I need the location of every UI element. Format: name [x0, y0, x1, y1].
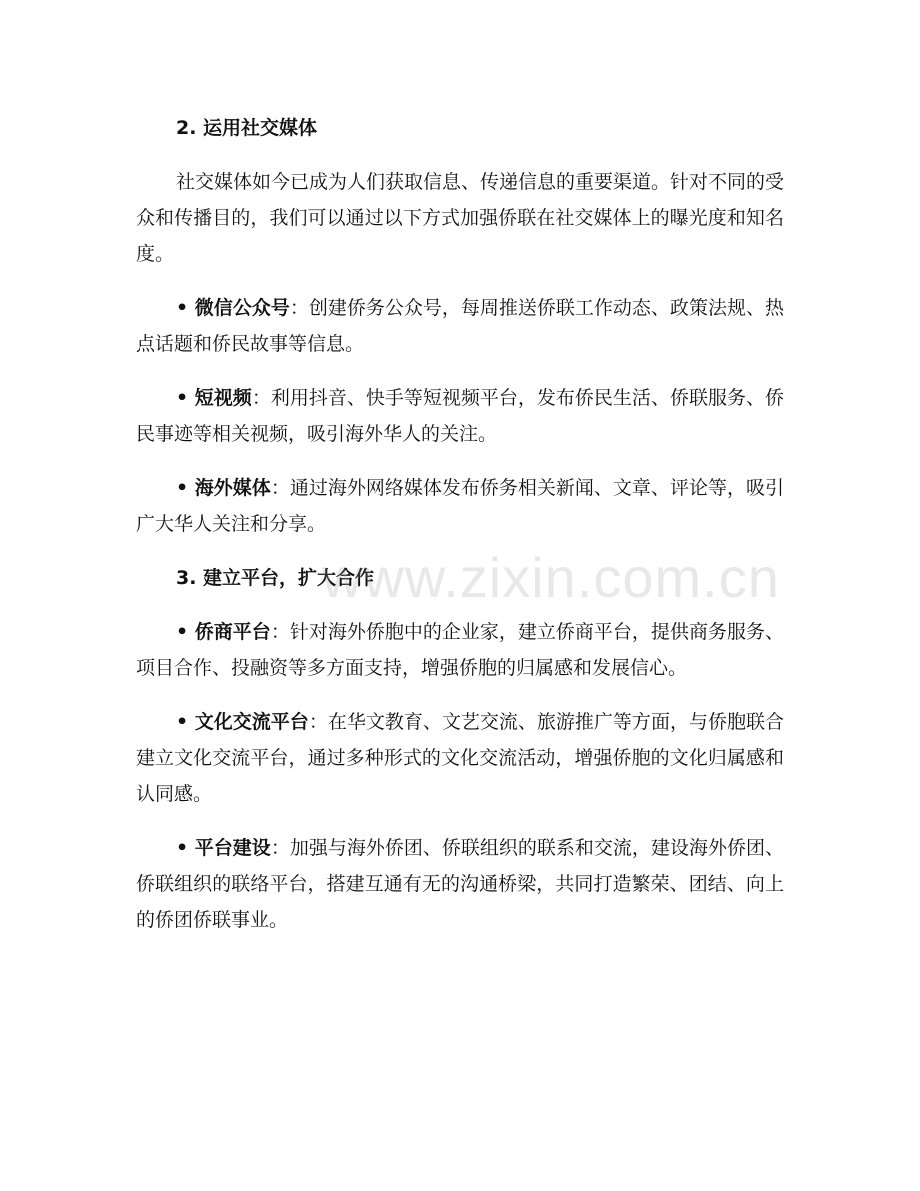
item-term: 平台建设 — [194, 837, 271, 859]
bullet-icon: • — [176, 711, 189, 733]
bullet-icon: • — [176, 477, 189, 499]
section-2-heading: 2. 运用社交媒体 — [176, 117, 318, 139]
item-term: 短视频 — [194, 387, 252, 409]
list-item-platform-building — [136, 830, 784, 938]
list-item-short-video — [136, 380, 784, 452]
item-text: ：创建侨务公众号，每周推送侨联工作动态、政策法规、热点话题和侨民故事等信息。 — [136, 297, 784, 355]
section-3-heading: 3. 建立平台，扩大合作 — [176, 567, 375, 589]
item-term: 文化交流平台 — [194, 711, 309, 733]
item-text: ：利用抖音、快手等短视频平台，发布侨民生活、侨联服务、侨民事迹等相关视频，吸引海外华人的关注。 — [136, 387, 784, 445]
item-text: ：针对海外侨胞中的企业家，建立侨商平台，提供商务服务、项目合作、投融资等多方面支持，增强侨胞的归属感和发展信心。 — [136, 621, 784, 679]
list-item-wechat — [136, 290, 784, 362]
item-term: 微信公众号 — [194, 297, 290, 319]
item-text: ：通过海外网络媒体发布侨务相关新闻、文章、评论等，吸引广大华人关注和分享。 — [136, 477, 784, 535]
item-text: ：加强与海外侨团、侨联组织的联系和交流，建设海外侨团、侨联组织的联络平台，搭建互通有无的沟通桥梁，共同打造繁荣、团结、向上的侨团侨联事业。 — [136, 837, 784, 931]
list-item-overseas-media — [136, 470, 784, 542]
list-item-business-platform — [136, 614, 784, 686]
bullet-icon: • — [176, 837, 189, 859]
document-page — [136, 110, 784, 956]
list-item-culture-platform — [136, 704, 784, 812]
section-2-intro: 社交媒体如今已成为人们获取信息、传递信息的重要渠道。针对不同的受众和传播目的，我们可以通过以下方式加强侨联在社交媒体上的曝光度和知名度。 — [136, 171, 785, 265]
watermark: www.zixin.com.cn — [322, 546, 780, 609]
item-text: ：在华文教育、文艺交流、旅游推广等方面，与侨胞联合建立文化交流平台，通过多种形式的文化交流活动，增强侨胞的文化归属感和认同感。 — [136, 711, 784, 805]
item-term: 海外媒体 — [194, 477, 271, 499]
bullet-icon: • — [176, 297, 189, 319]
bullet-icon: • — [176, 621, 189, 643]
bullet-icon: • — [176, 387, 189, 409]
item-term: 侨商平台 — [194, 621, 271, 643]
